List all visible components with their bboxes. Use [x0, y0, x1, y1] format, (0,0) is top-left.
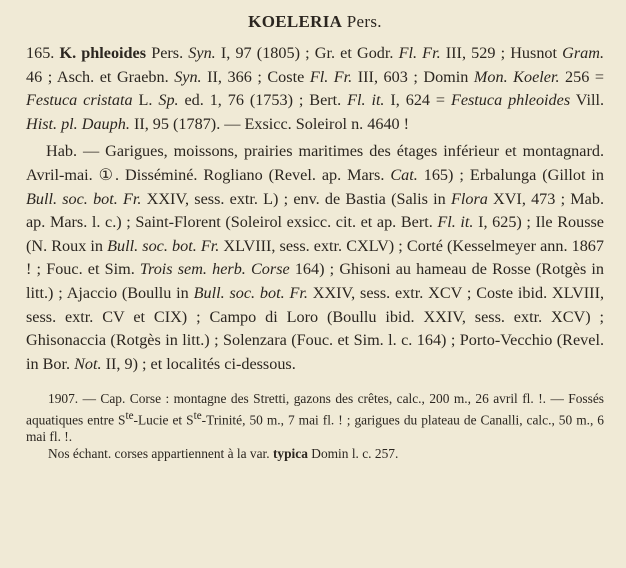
entry-text: Pers. — [146, 44, 189, 62]
variety-name: typica — [272, 446, 308, 462]
habitat-text: 164) ; Ghisoni au hameau de Rosse (Rotgès in litt.) ; Ajaccio (Boullu in — [26, 260, 605, 302]
habitat-ref: Fl. it. — [437, 213, 474, 232]
genus-heading — [26, 12, 604, 32]
habitat-ref: Cat. — [390, 165, 418, 184]
habitat-text: XVI, 473 ; Mab. ap. Mars. l. c.) ; Saint-Florent (Soleirol exsicc. cit. et ap. Bert. — [26, 189, 604, 232]
habitat-text: Hab. — Garigues, moissons, prairies maritimes des étages inférieur et montagnard. Avril-mai. ①. Disséminé. Rogliano (Revel. ap. Mars. — [26, 142, 604, 184]
entry-ref: Syn. — [188, 44, 216, 62]
entry-ref: Hist. pl. Dauph. — [26, 114, 130, 133]
entry-ref: Fl. Fr. — [398, 44, 441, 62]
habitat-text: XXIV, sess. extr. L) ; env. de Bastia (Salis in — [141, 189, 451, 208]
habitat-ref: Bull. soc. bot. Fr. — [193, 283, 308, 302]
entry-text: 46 ; Asch. et Graebn. — [26, 67, 175, 86]
collection-note — [26, 390, 604, 445]
entry-number: 165. — [26, 44, 55, 62]
habitat-ref: Trois sem. herb. Corse — [139, 260, 290, 279]
habitat-ref: Bull. soc. bot. Fr. — [26, 189, 142, 208]
habitat-text: II, 9) ; et localités ci-dessous. — [101, 354, 296, 373]
entry-text: III, 529 ; Husnot — [440, 44, 563, 62]
entry-text: II, 95 (1787). — Exsicc. Soleirol n. 4640 ! — [129, 114, 410, 133]
note-superscript: te — [193, 409, 202, 422]
habitat-ref: Flora — [450, 189, 488, 208]
note-text: -Lucie et S — [133, 411, 194, 427]
synonym-name: Festuca phleoides — [450, 91, 571, 110]
entry-text: I, 624 = — [384, 91, 451, 110]
habitat-ref: Bull. soc. bot. Fr. — [107, 236, 220, 255]
entry-ref: Fl. Fr. — [309, 67, 353, 86]
habitat-paragraph — [26, 140, 604, 376]
entry-ref: Sp. — [158, 91, 179, 110]
species-entry — [26, 42, 604, 136]
entry-text: II, 366 ; Coste — [201, 67, 310, 86]
note-superscript: te — [125, 409, 134, 422]
genus-name: KOELERIA — [248, 12, 343, 31]
entry-ref: Mon. Koeler. — [473, 67, 560, 86]
entry-text: Vill. — [570, 91, 604, 110]
habitat-text: 165) ; Erbalunga (Gillot in — [417, 165, 604, 184]
entry-ref: Fl. it. — [347, 91, 385, 110]
entry-text: I, 97 (1805) ; Gr. et Godr. — [215, 44, 399, 62]
note-text: Domin l. c. 257. — [307, 446, 399, 462]
variety-note — [26, 445, 604, 462]
entry-ref: Syn. — [174, 67, 202, 86]
entry-text: ed. 1, 76 (1753) ; Bert. — [178, 91, 348, 110]
habitat-text: XLVIII, sess. extr. CXLV) ; Corté (Kesselmeyer ann. 1867 ! ; Fouc. et Sim. — [26, 236, 604, 279]
entry-ref: Gram. — [562, 44, 604, 62]
note-text: -Trinité, 50 m., 7 mai fl. ! ; garigues du plateau de Canalli, calc., 50 m., 6 mai fl. !. — [26, 411, 604, 445]
entry-text: L. — [132, 91, 159, 110]
genus-author: Pers. — [346, 12, 382, 31]
entry-text: 256 = — [559, 67, 604, 86]
synonym-name: Festuca cristata — [26, 91, 133, 110]
entry-text: III, 603 ; Domin — [352, 67, 474, 86]
habitat-text: I, 625) ; Ile Rousse (N. Roux in — [26, 213, 604, 255]
habitat-text: XXIV, sess. extr. XCV ; Coste ibid. XLVIII, sess. extr. CV et CIX) ; Campo di Loro (Boullu ibid. XXIV, sess. extr. XCV) ; Ghisonaccia (Rotgès in litt.) ; Solenzara (Fouc. et Sim. l. c. 164) ; Porto-Vecchio (Revel. in Bor. — [26, 283, 605, 373]
note-text: Nos échant. corses appartiennent à la var. — [48, 446, 273, 462]
species-name: K. phleoides — [59, 44, 147, 62]
habitat-ref: Not. — [74, 354, 102, 373]
note-text: 1907. — Cap. Corse : montagne des Stretti, gazons des crêtes, calc., 200 m., 26 avril fl. !. — Fossés aquatiques entre S — [26, 391, 604, 427]
